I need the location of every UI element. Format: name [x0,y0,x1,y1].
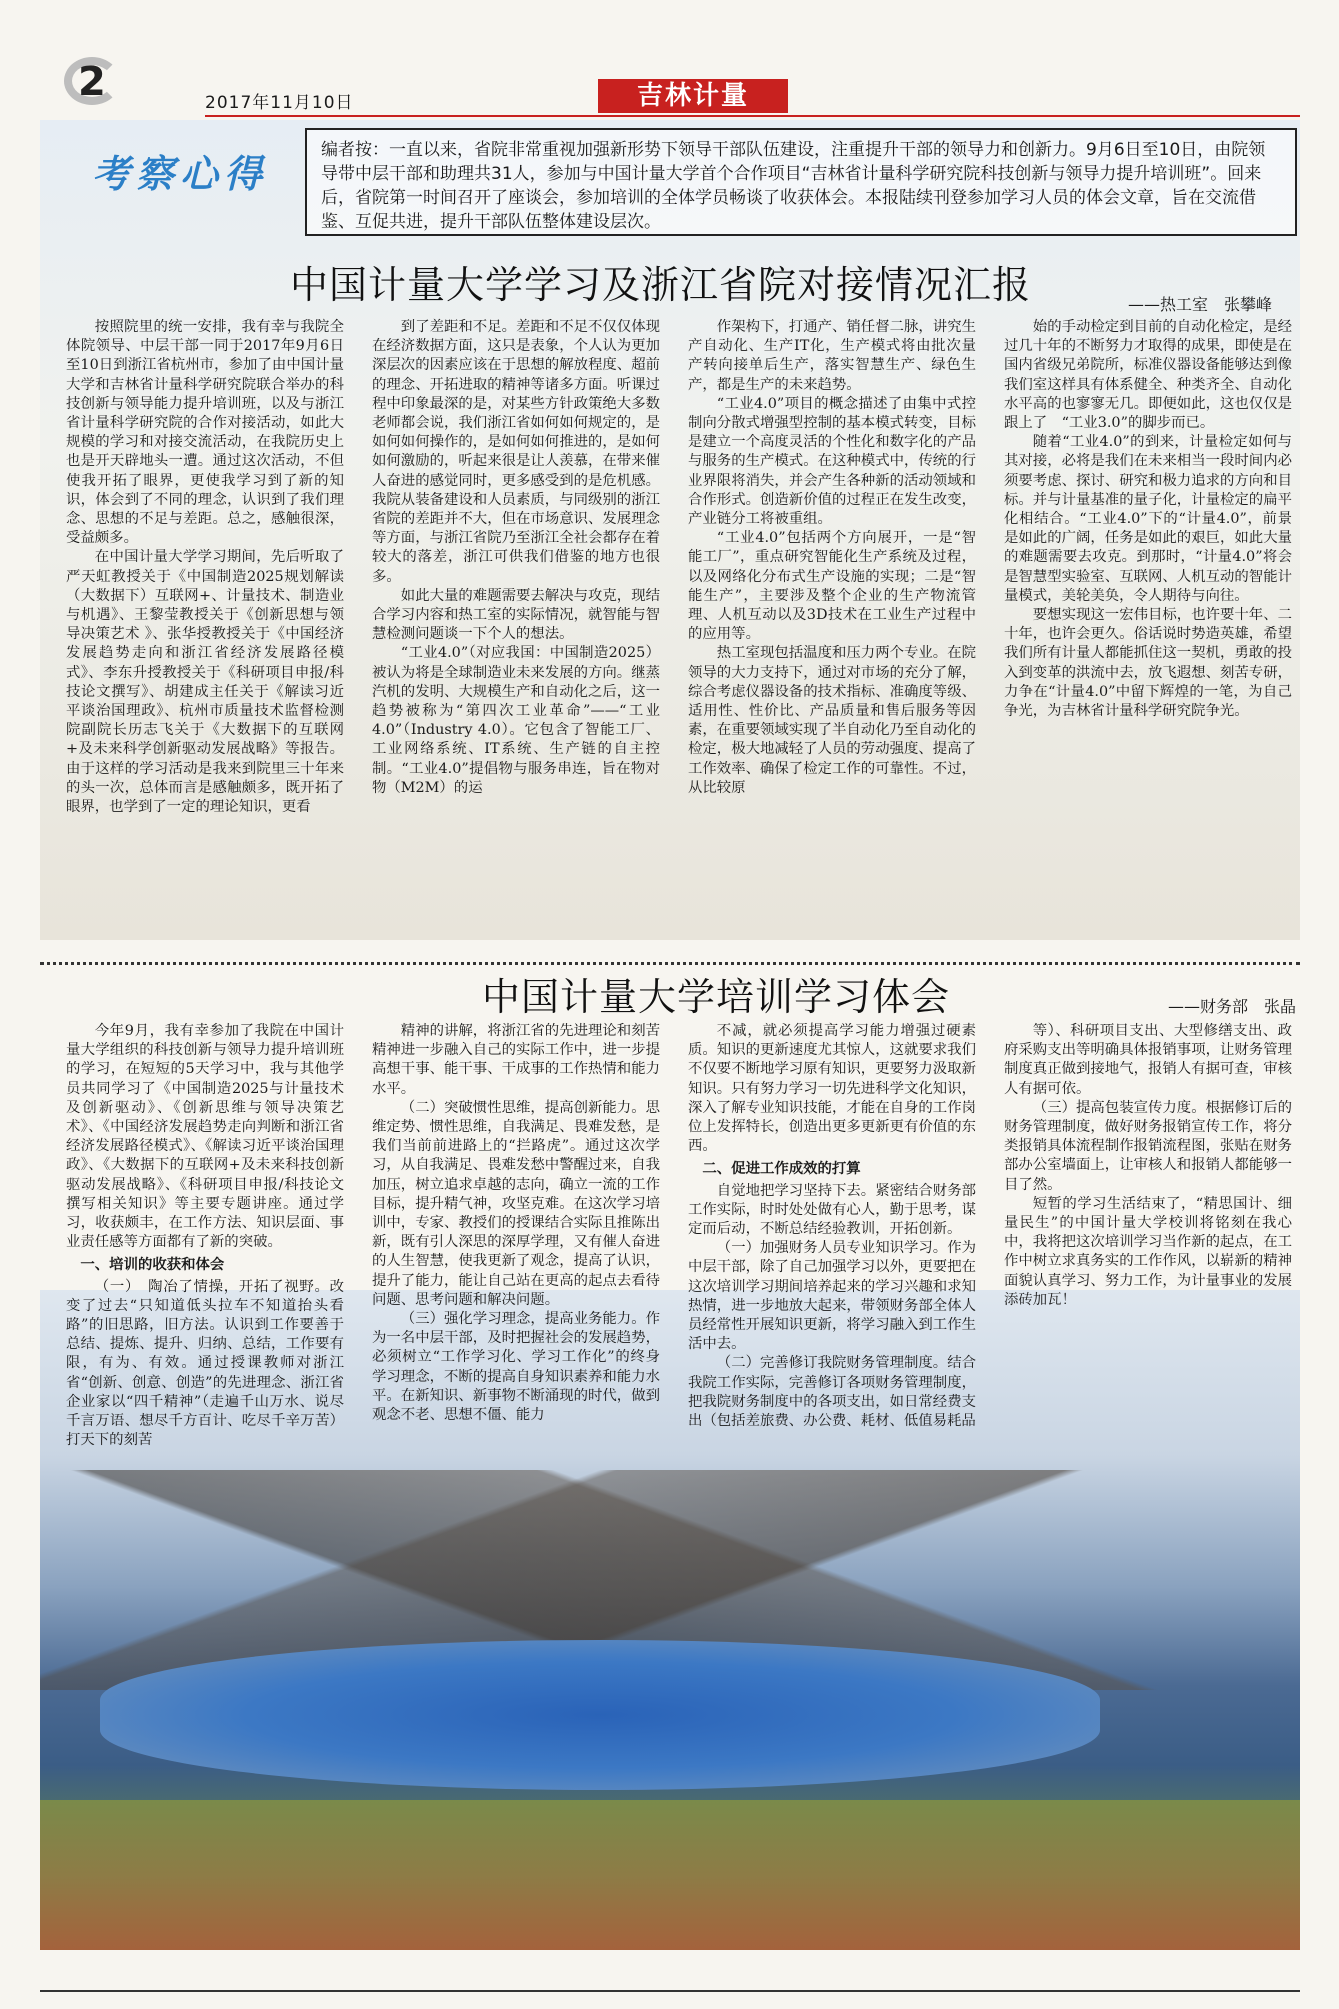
article1-column-4 [1004,318,1292,721]
article2-paragraph: （三）提高包装宣传力度。根据修订后的财务管理制度，做好财务报销宣传工作，将分类报销具体流程制作报销流程图，张贴在财务部办公室墙面上，让审核人和报销人都能够一目了然。 [1004,1099,1292,1193]
article2-paragraph: 自觉地把学习坚持下去。紧密结合财务部工作实际，时时处处做有心人，勤于思考，谋定而后动，不断总结经验教训，开拓创新。 [688,1182,976,1238]
editor-note: 编者按：一直以来，省院非常重视加强新形势下领导干部队伍建设，注重提升干部的领导力和创新力。9月6日至10日，由院领导带中层干部和助理共31人，参加与中国计量大学首个合作项目“吉林省计量科学研究院科技创新与领导力提升培训班”。回来后，省院第一时间召开了座谈会，参加培训的全体学员畅谈了收获体会。本报陆续刊登参加学习人员的体会文章，旨在交流借鉴、互促共进，提升干部队伍整体建设层次。 [305,128,1297,236]
article1-paragraph: 热工室现包括温度和压力两个专业。在院领导的大力支持下，通过对市场的充分了解，综合考虑仪器设备的技术指标、准确度等级、适用性、性价比、产品质量和售后服务等因素，在重要领域实现了半自动化乃至自动化的检定，极大地减轻了人员的劳动强度、提高了工作效率、确保了检定工作的可靠性。不过，从比较原 [688,645,976,796]
section-tag: 考察心得 [92,151,269,196]
page-number-badge [62,55,132,105]
issue-date: 2017年11月10日 [205,93,354,113]
article2-title: 中国计量大学培训学习体会 [482,975,951,1019]
section-divider [40,962,1300,965]
article1-paragraph: 到了差距和不足。差距和不足不仅仅体现在经济数据方面，这只是表象，个人认为更加深层次的因素应该在于思想的解放程度、超前的理念、开拓进取的精神等诸多方面。听课过程中印象最深的是，对某些方针政策绝大多数老师都会说，我们浙江省如何如何规定的，是如何如何操作的，是如何如何推进的，是如何如何激励的，听起来很是让人羡慕，在带来催人奋进的感觉同时，更多感受到的是危机感。我院从装备建设和人员素质，与同级别的浙江省院的差距并不大，但在市场意识、发展理念等方面，与浙江省院乃至浙江全社会都存在着较大的落差，浙江可供我们借鉴的地方也很多。 [372,319,660,585]
article2-paragraph: （一）加强财务人员专业知识学习。作为中层干部，除了自己加强学习以外，更要把在这次培训学习期间培养起来的学习兴趣和求知热情，进一步地放大起来，带领财务部全体人员经常性开展知识更新，将学习融入到工作生活中去。 [688,1240,976,1353]
article1-paragraph: “工业4.0”项目的概念描述了由集中式控制向分散式增强型控制的基本模式转变，目标是建立一个高度灵活的个性化和数字化的产品与服务的生产模式。在这种模式中，传统的行业界限将消失，并会产生各种新的活动领域和合作形式。创造新价值的过程正在发生改变，产业链分工将被重组。 [688,395,976,528]
article1-paragraph: 要想实现这一宏伟目标，也许要十年、二十年，也许会更久。俗话说时势造英雄，希望我们所有计量人都能抓住这一契机，勇敢的投入到变革的洪流中去，放飞遐想、刻苦专研，力争在“计量4.0”中留下辉煌的一笔，为自己争光，为吉林省计量科学研究院争光。 [1004,607,1292,720]
article2-column-3 [688,1022,976,1431]
article2-paragraph: （三）强化学习理念，提高业务能力。作为一名中层干部，及时把握社会的发展趋势，必须树立“工作学习化、学习工作化”的终身学习理念，不断的提高自身知识素养和能力水平。在新知识、新事物不断涌现的时代，做到观念不老、思想不僵、能力 [372,1311,660,1424]
background-crater-lake [100,1640,1100,1790]
article2-column-1 [66,1022,344,1450]
page-number: 2 [78,59,106,105]
article1-byline: ——热工室 张攀峰 [1128,295,1273,314]
article1-paragraph: 按照院里的统一安排，我有幸与我院全体院领导、中层干部一同于2017年9月6日至10日到浙江省杭州市，参加了由中国计量大学和吉林省计量科学研究院联合举办的科技创新与领导能力提升培训班，以及与浙江省计量科学研究院的合作对接活动，如此大规模的学习和对接交流活动，在我院历史上也是开天辟地头一遭。通过这次活动，不但使我开拓了眼界，更使我学习到了新的知识，体会到了不同的理念，认识到了我们理念、思想的不足与差距。总之，感触很深，受益颇多。 [66,319,344,547]
article2-byline: ——财务部 张晶 [1168,997,1297,1016]
article2-paragraph: 等）、科研项目支出、大型修缮支出、政府采购支出等明确具体报销事项，让财务管理制度真正做到接地气，报销人有据可查，审核人有据可依。 [1004,1023,1292,1097]
footer-rule [40,1990,1300,1992]
article2-paragraph: 不减，就必须提高学习能力增强过硬素质。知识的更新速度尤其惊人，这就要求我们不仅要不断地学习原有知识，更要努力汲取新知识。只有努力学习一切先进科学文化知识，深入了解专业知识技能，才能在自身的工作岗位上发挥特长，创造出更多更新更有价值的东西。 [688,1023,976,1155]
article1-column-3 [688,318,976,798]
article1-column-1 [66,318,344,817]
article2-subheading: 一、培训的收获和体会 [80,1257,225,1274]
article1-paragraph: “工业4.0”（对应我国：中国制造2025）被认为将是全球制造业未来发展的方向。继蒸汽机的发明、大规模生产和自动化之后，这一趋势被称为“第四次工业革命”——“工业4.0”（Industry 4.0）。它包含了智能工厂、工业网络系统、IT系统、生产链的自主控制。“工业4.0”提倡物与服务串连，旨在物对物（M2M）的运 [372,645,660,796]
article1-paragraph: 作架构下，打通产、销任督二脉，讲究生产自动化、生产IT化，生产模式将由批次量产转向接单后生产，落实智慧生产、绿色生产，都是生产的未来趋势。 [688,319,976,393]
article2-column-4 [1004,1022,1292,1310]
article1-title: 中国计量大学学习及浙江省院对接情况汇报 [290,263,1032,307]
article2-paragraph: （一） 陶冶了情操，开拓了视野。改变了过去“只知道低头拉车不知道抬头看路”的旧思路，旧方法。认识到工作要善于总结、提炼、提升、归纳、总结，工作要有限，有为、有效。通过授课教师对浙江省“创新、创意、创造”的先进理念、浙江省企业家以“四千精神”（走遍千山万水、说尽千言万语、想尽千方百计、吃尽千辛万苦）打天下的刻苦 [66,1278,344,1449]
article1-paragraph: 如此大量的难题需要去解决与攻克，现结合学习内容和热工室的实际情况，就智能与智慧检测问题谈一下个人的想法。 [372,587,660,643]
article1-paragraph: 在中国计量大学学习期间，先后听取了严天虹教授关于《中国制造2025规划解读（大数据下）互联网+、计量技术、制造业与机遇》、王黎莹教授关于《创新思想与领导决策艺术 》、张华授教授关于《中国经济发展趋势走向和浙江省经济发展路径模式》、李东升授教授关于《科研项目申报/科技论文撰写》、胡建成主任关于《解读习近平谈治国理政》、杭州市质量技术监督检测院副院长历志飞关于《大数据下的互联网+及未来科学创新驱动发展战略》等报告。由于这样的学习活动是我来到院里三十年来的头一次，总体而言是感触颇多，既开拓了眼界，也学到了一定的理论知识，更看 [66,549,344,816]
background-foreground-meadow [40,1800,1300,1950]
article1-paragraph: 始的手动检定到目前的自动化检定，是经过几十年的不断努力才取得的成果，即使是在国内省级兄弟院所，标准仪器设备能够达到像我们室这样具有体系健全、种类齐全、自动化水平高的也寥寥无几。即便如此，这也仅仅是跟上了 “工业3.0”的脚步而已。 [1004,319,1292,432]
header-rule [205,115,1300,117]
article1-paragraph: “工业4.0”包括两个方向展开，一是“智能工厂”，重点研究智能化生产系统及过程，以及网络化分布式生产设施的实现；二是“智能生产”，主要涉及整个企业的生产物流管理、人机互动以及3D技术在工业生产过程中的应用等。 [688,530,976,643]
article2-subheading: 二、促进工作成效的打算 [702,1161,861,1178]
article2-paragraph: 精神的讲解，将浙江省的先进理论和刻苦精神进一步融入自己的实际工作中，进一步提高想干事、能干事、干成事的工作热情和能力水平。 [372,1023,660,1097]
article1-column-2 [372,318,660,798]
article2-paragraph: （二）完善修订我院财务管理制度。结合我院工作实际，完善修订各项财务管理制度，把我院财务制度中的各项支出，如日常经费支出（包括差旅费、办公费、耗材、低值易耗品 [688,1355,976,1430]
article2-paragraph: 今年9月，我有幸参加了我院在中国计量大学组织的科技创新与领导力提升培训班的学习，在短短的5天学习中，我与其他学员共同学习了《中国制造2025与计量技术及创新驱动》、《创新思维与领导决策艺术》、《中国经济发展趋势走向判断和浙江省经济发展路径模式》、《解读习近平谈治国理政》、《大数据下的互联网+及未来科技创新驱动发展战略》、《科研项目申报/科技论文撰写相关知识》等主要专题讲座。通过学习，收获颇丰，在工作方法、知识层面、事业责任感等方面都有了新的突破。 [66,1023,344,1251]
article2-paragraph: 短暂的学习生活结束了，“精思国计、细量民生”的中国计量大学校训将铭刻在我心中，我将把这次培训学习当作新的起点，在工作中树立求真务实的工作作风，以崭新的精神面貌认真学习、努力工作，为计量事业的发展添砖加瓦！ [1004,1195,1292,1308]
article2-paragraph: （二）突破惯性思维，提高创新能力。思维定势、惯性思维，自我满足、畏难发愁，是我们当前前进路上的“拦路虎”。通过这次学习，从自我满足、畏难发愁中警醒过来，自我加压，树立追求卓越的志向，确立一流的工作目标，提升精气神，攻坚克难。在这次学习培训中，专家、教授们的授课结合实际且推陈出新，既有引人深思的深厚学理，又有催人奋进的人生智慧，使我更新了观念，提高了认识，提升了能力，能让自己站在更高的起点去看待问题、思考问题和解决问题。 [372,1099,660,1308]
masthead: 吉林计量 [598,79,788,113]
article1-paragraph: 随着“工业4.0”的到来，计量检定如何与其对接，必将是我们在未来相当一段时间内必须要考虑、探讨、研究和极力追求的方向和目标。并与计量基准的量子化，计量检定的扁平化相结合。“工业4.0”下的“计量4.0”，前景是如此的广阔，任务是如此的艰巨，如此大量的难题需要去攻克。到那时，“计量4.0”将会是智慧型实验室、互联网、人机互动的智能计量模式，美轮美奂，令人期待与向往。 [1004,434,1292,604]
article2-column-2 [372,1022,660,1425]
